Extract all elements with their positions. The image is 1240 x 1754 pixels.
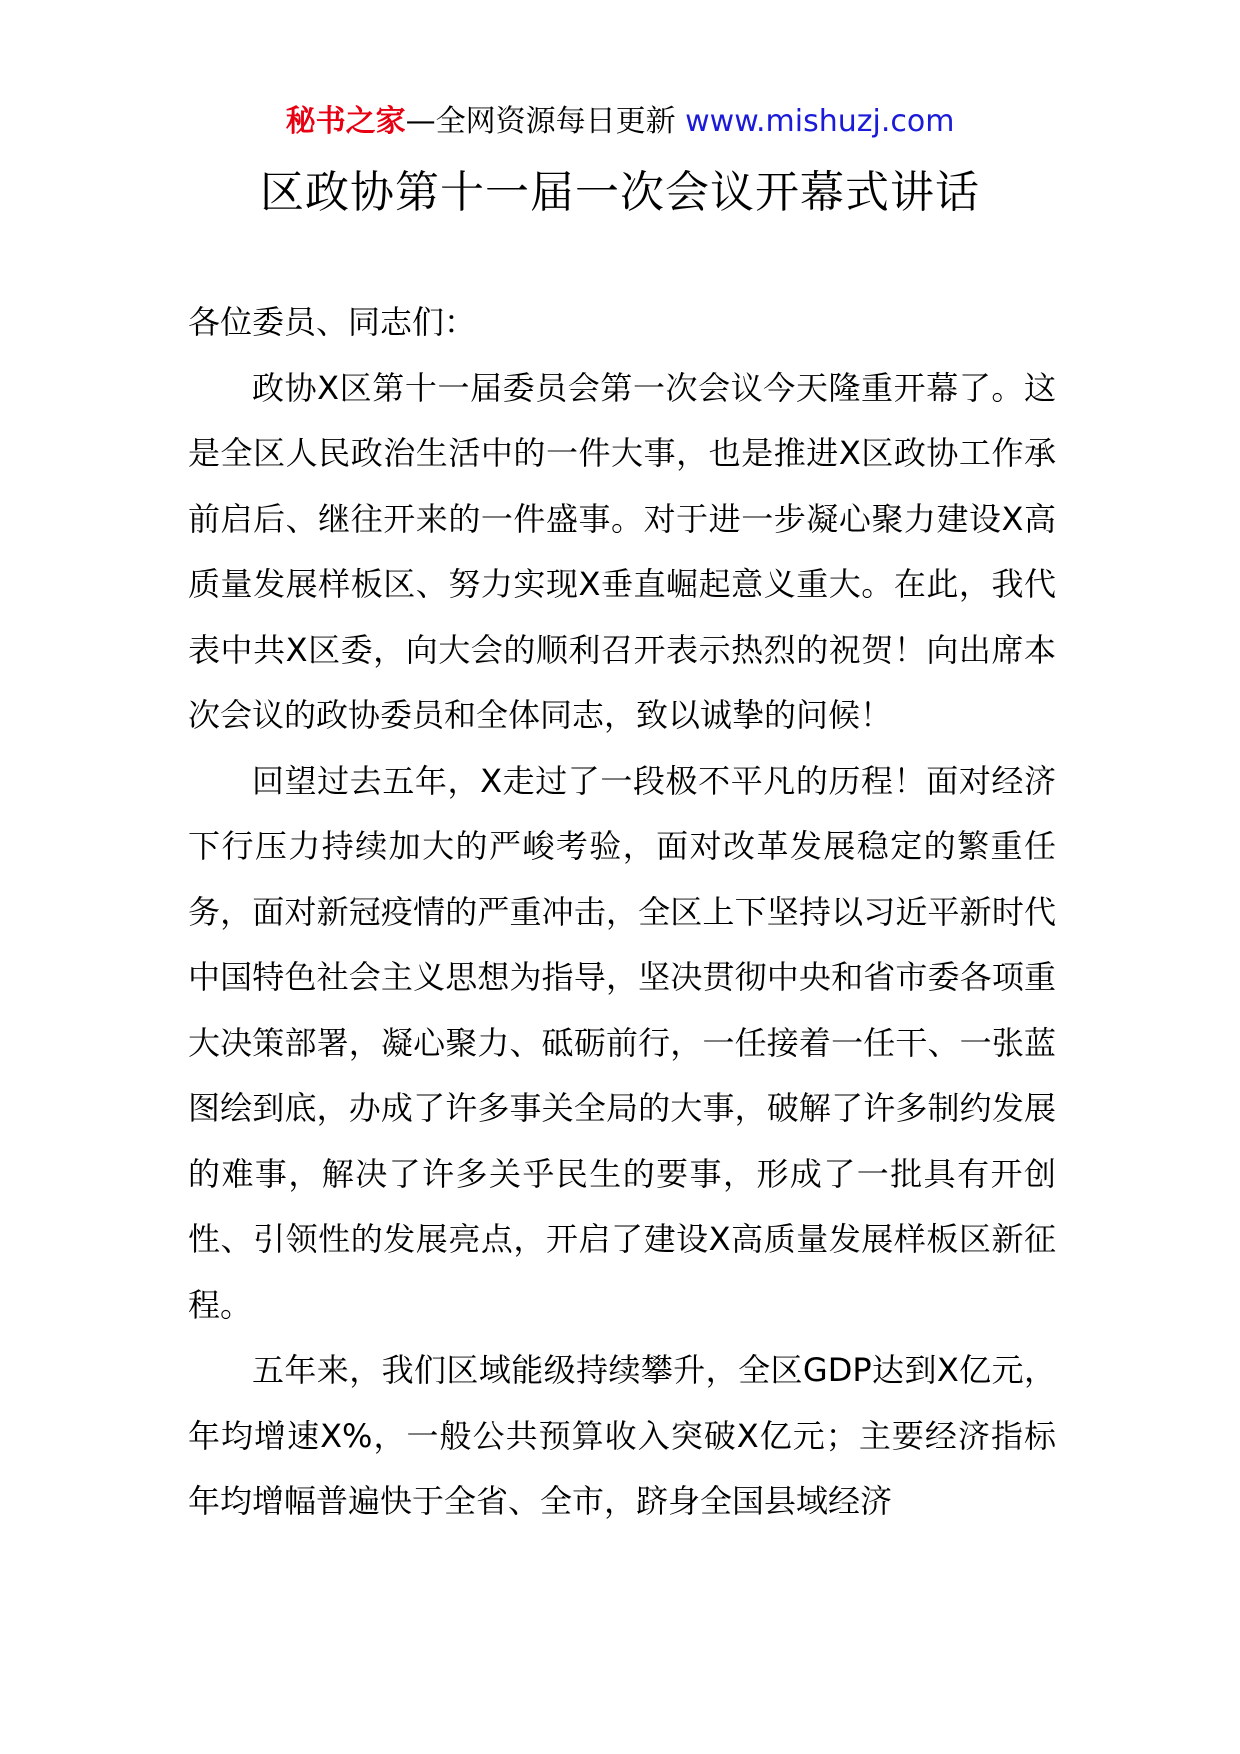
- site-brand: 秘书之家: [285, 104, 406, 139]
- document-title: 区政协第十一届一次会议开幕式讲话: [260, 167, 980, 218]
- site-header: [0, 100, 1240, 144]
- site-url-link[interactable]: www.mishuzj.com: [685, 104, 955, 139]
- salutation: 各位委员、同志们：: [188, 303, 477, 341]
- paragraph-opening: 政协X区第十一届委员会第一次会议今天隆重开幕了。这是全区人民政治生活中的一件大事，也是推进X区政协工作承前启后、继往开来的一件盛事。对于进一步凝心聚力建设X高质量发展样板区、努力实现X垂直崛起意义重大。在此，我代表中共X区委，向大会的顺利召开表示热烈的祝贺！向出席本次会议的政协委员和全体同志，致以诚挚的问候！: [188, 368, 1056, 734]
- paragraph-review: 回望过去五年，X走过了一段极不平凡的历程！面对经济下行压力持续加大的严峻考验，面对改革发展稳定的繁重任务，面对新冠疫情的严重冲击，全区上下坚持以习近平新时代中国特色社会主义思想为指导，坚决贯彻中央和省市委各项重大决策部署，凝心聚力、砥砺前行，一任接着一任干、一张蓝图绘到底，办成了许多事关全局的大事，破解了许多制约发展的难事，解决了许多关乎民生的要事，形成了一批具有开创性、引领性的发展亮点，开启了建设X高质量发展样板区新征程。: [188, 761, 1056, 1324]
- paragraph-achievements: 五年来，我们区域能级持续攀升，全区GDP达到X亿元，年均增速X%，一般公共预算收入突破X亿元；主要经济指标年均增幅普遍快于全省、全市，跻身全国县域经济: [188, 1351, 1056, 1520]
- site-tagline: —全网资源每日更新: [405, 104, 676, 139]
- document-body: [188, 290, 1056, 1535]
